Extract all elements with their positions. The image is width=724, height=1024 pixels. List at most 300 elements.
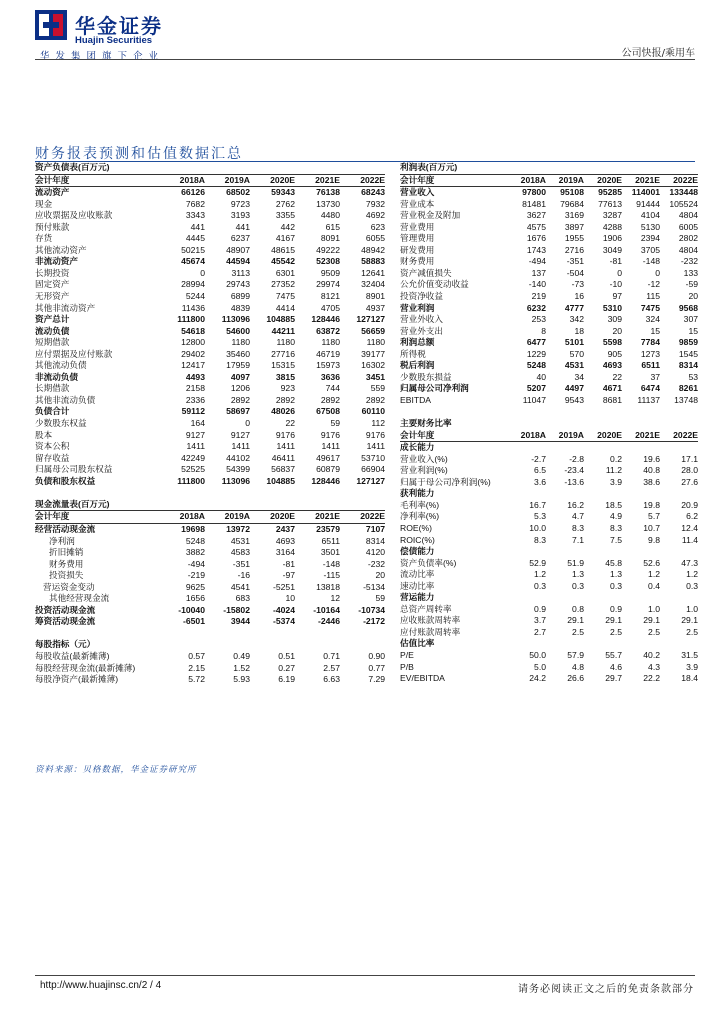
cell-value: 4120 [365, 547, 386, 558]
table-row [35, 187, 385, 199]
row-label: 营业收入 [400, 187, 435, 198]
row-label: 资产负债率(%) [400, 557, 457, 568]
cell-value: 1743 [526, 244, 546, 255]
cell-value: 6237 [230, 233, 250, 244]
cell-value: 3882 [185, 547, 205, 558]
table-row [35, 593, 385, 605]
row-label: 所得税 [400, 348, 426, 359]
cell-value: 1906 [602, 233, 622, 244]
cell-value: 0.49 [233, 650, 250, 661]
cell-value: 0.27 [278, 662, 295, 673]
row-label: 营业费用 [400, 221, 435, 232]
row-label: 非流动负债 [35, 371, 78, 382]
cell-value: 133 [683, 267, 699, 278]
cell-value: -10164 [313, 604, 340, 615]
cell-value: 6301 [275, 267, 295, 278]
cell-value: 4.3 [648, 661, 660, 672]
column-header-year: 2019A [546, 430, 584, 442]
cell-value: 623 [370, 221, 386, 232]
cell-value: -232 [367, 558, 386, 569]
table-row [35, 256, 385, 268]
table-row [35, 547, 385, 559]
cell-value: 4445 [185, 233, 205, 244]
cell-value: 4.8 [572, 661, 584, 672]
cell-value: -13.6 [564, 476, 584, 487]
table-row [400, 650, 698, 662]
per-share-table [35, 639, 385, 685]
cell-value [584, 546, 622, 558]
column-header-label: 会计年度 [35, 511, 160, 524]
cell-value [660, 546, 698, 558]
column-header-year: 2018A [508, 430, 546, 442]
cell-value: 9859 [678, 337, 699, 348]
cell-value: 1229 [526, 348, 546, 359]
table-title: 利润表(百万元) [400, 162, 698, 174]
cell-value: 37 [650, 371, 660, 382]
row-label: 营业外收入 [400, 314, 443, 325]
column-header-year: 2018A [508, 174, 546, 187]
cell-value: 32404 [361, 279, 386, 290]
footer-divider [35, 975, 695, 976]
row-label: 流动负债 [35, 325, 70, 336]
table-row [35, 605, 385, 617]
table-row [35, 233, 385, 245]
table-title: 主要财务比率 [400, 418, 452, 429]
cell-value: 9.8 [648, 534, 660, 545]
row-label: 营业利润 [400, 302, 435, 313]
table-row [35, 663, 385, 675]
column-header-year: 2018A [160, 174, 205, 187]
cell-value: 559 [370, 383, 386, 394]
cell-value: 6511 [321, 535, 340, 546]
cell-value: -115 [323, 570, 340, 581]
table-row [400, 268, 698, 280]
table-row [400, 592, 698, 604]
cell-value: 6.5 [534, 465, 546, 476]
cell-value: -504 [566, 267, 584, 278]
cell-value: 3501 [320, 547, 340, 558]
cell-value: 45674 [181, 256, 205, 267]
table-header-row [35, 511, 385, 524]
cell-value: 22 [285, 418, 295, 429]
table-row [35, 476, 385, 488]
cell-value: 4097 [230, 371, 250, 382]
cell-value: 3627 [526, 210, 546, 221]
cell-value: 23579 [316, 523, 340, 534]
cell-value: 4497 [564, 383, 584, 394]
cell-value: 7784 [640, 337, 660, 348]
row-label: 长期投资 [35, 267, 70, 278]
cell-value: 615 [325, 221, 340, 232]
cell-value: 18 [574, 325, 584, 336]
table-title: 每股指标（元） [35, 639, 96, 650]
cell-value: 11.4 [681, 534, 699, 545]
row-label: 归属于母公司净利润(%) [400, 476, 491, 487]
cell-value: 113096 [221, 475, 250, 486]
cell-value: 60110 [361, 406, 386, 417]
row-label: 每股收益(最新摊薄) [35, 650, 110, 661]
cell-value: 45.8 [605, 557, 622, 568]
cell-value: -2172 [363, 616, 386, 627]
cell-value: 1656 [185, 593, 205, 604]
cell-value: -5134 [363, 581, 386, 592]
cell-value: 111800 [177, 314, 205, 325]
cell-value: 3.7 [534, 615, 546, 626]
cell-value: 9176 [365, 429, 386, 440]
cell-value: 1676 [526, 233, 546, 244]
cell-value: -6501 [183, 616, 205, 627]
cell-value: 59 [375, 593, 386, 604]
cell-value: 4693 [275, 535, 295, 546]
cell-value [660, 442, 698, 454]
income-statement-table [400, 162, 698, 418]
cell-value: 2892 [365, 394, 386, 405]
cell-value: 29.1 [681, 615, 699, 626]
row-label: 筹资活动现金流 [35, 616, 96, 627]
table-row [400, 454, 698, 466]
cell-value: 6055 [365, 233, 386, 244]
cell-value: 2892 [320, 394, 340, 405]
cell-value: 4692 [365, 210, 386, 221]
spacer-row [35, 487, 385, 499]
cell-value: 48907 [226, 244, 250, 255]
cell-value: 5.3 [534, 511, 546, 522]
cell-value: 5207 [526, 383, 546, 394]
cell-value: 91444 [636, 198, 660, 209]
cell-value: 3897 [564, 221, 584, 232]
spacer-row [35, 628, 385, 640]
cell-value: 31.5 [681, 649, 699, 660]
cell-value: 164 [190, 418, 205, 429]
cell-value: 5130 [640, 221, 660, 232]
table-row [400, 488, 698, 500]
cell-value: 81481 [522, 198, 546, 209]
cell-value: 128446 [311, 314, 340, 325]
table-row [400, 360, 698, 372]
cell-value [584, 638, 622, 650]
cell-value: 35460 [226, 348, 250, 359]
cell-value: 48026 [271, 406, 295, 417]
table-row [400, 581, 698, 593]
cell-value: 441 [190, 221, 205, 232]
row-label: 营业收入(%) [400, 453, 448, 464]
row-label: 管理费用 [400, 233, 435, 244]
cell-value: 1180 [231, 337, 250, 348]
cell-value: 570 [569, 348, 584, 359]
cell-value: 22.2 [643, 673, 660, 684]
page-header [35, 8, 695, 60]
row-label: 归属母公司净利润 [400, 383, 469, 394]
cell-value: 9509 [320, 267, 340, 278]
cell-value: 115 [646, 291, 660, 302]
cell-value: 59112 [181, 406, 205, 417]
row-label: 营运能力 [400, 592, 435, 603]
table-row [400, 210, 698, 222]
cell-value: 0.9 [534, 603, 546, 614]
table-row [400, 569, 698, 581]
cell-value: -10040 [178, 604, 205, 615]
table-row [400, 638, 698, 650]
right-column [400, 162, 698, 685]
cell-value: 4.7 [572, 511, 584, 522]
cell-value: 17.1 [681, 453, 699, 464]
row-label: 资本公积 [35, 441, 70, 452]
row-label: P/B [400, 661, 414, 672]
cell-value: 49222 [316, 244, 340, 255]
cell-value: 3355 [275, 210, 295, 221]
cell-value: 1.2 [686, 569, 699, 580]
cell-value: 127127 [356, 475, 386, 486]
cell-value: 54399 [226, 464, 250, 475]
row-label: 应收账款周转率 [400, 615, 461, 626]
row-label: 每股经营现金流(最新摊薄) [35, 662, 136, 673]
cell-value: 4167 [275, 233, 295, 244]
cell-value: 342 [569, 314, 584, 325]
cell-value: 0.90 [368, 650, 386, 661]
cell-value: 9127 [230, 429, 250, 440]
cell-value: 8261 [678, 383, 699, 394]
cell-value: -351 [566, 256, 584, 267]
cell-value: 5244 [185, 291, 205, 302]
cell-value: 307 [683, 314, 699, 325]
cell-value: 1180 [276, 337, 295, 348]
row-label: 净利润 [49, 535, 75, 546]
table-row [400, 615, 698, 627]
cell-value: 10.7 [643, 522, 660, 533]
table-row [35, 210, 385, 222]
cell-value: 22 [612, 371, 622, 382]
cell-value: -140 [528, 279, 546, 290]
cell-value: 6.63 [323, 674, 340, 685]
cell-value: 442 [280, 221, 295, 232]
cell-value: 29974 [316, 279, 340, 290]
cell-value: 3164 [275, 547, 295, 558]
cell-value: 16.7 [529, 499, 546, 510]
cell-value: 51.9 [567, 557, 584, 568]
cell-value: 44594 [226, 256, 250, 267]
footer-url-page: http://www.huajinsc.cn/2 / 4 [40, 980, 162, 991]
cell-value: 0.3 [572, 580, 584, 591]
cell-value: 6511 [641, 360, 660, 371]
cell-value: 2.5 [610, 626, 622, 637]
table-row [400, 187, 698, 199]
row-label: 获利能力 [400, 488, 435, 499]
table-row [35, 268, 385, 280]
table-row [35, 536, 385, 548]
cell-value: 0.77 [368, 662, 386, 673]
cell-value: -59 [685, 279, 699, 290]
cell-value [508, 546, 546, 558]
cell-value: 8314 [678, 360, 699, 371]
cell-value: 49617 [316, 452, 340, 463]
row-label: 长期借款 [35, 383, 70, 394]
cell-value: 5.72 [188, 674, 205, 685]
cell-value: -12 [647, 279, 660, 290]
cell-value: 12800 [181, 337, 205, 348]
table-row [400, 477, 698, 489]
cell-value [546, 488, 584, 500]
table-row [35, 199, 385, 211]
row-label: 营业外支出 [400, 325, 443, 336]
table-row [400, 303, 698, 315]
row-label: 存货 [35, 233, 53, 244]
table-row [35, 674, 385, 686]
cell-value: 48615 [271, 244, 295, 255]
spacer-cell [35, 487, 385, 499]
cell-value: 6474 [640, 383, 660, 394]
cell-value [584, 592, 622, 604]
table-row [35, 337, 385, 349]
cell-value: -494 [528, 256, 546, 267]
cell-value: 128446 [311, 475, 340, 486]
row-label: 流动比率 [400, 569, 435, 580]
cell-value: 52.6 [643, 557, 660, 568]
row-label: 短期借款 [35, 337, 70, 348]
cell-value: 2158 [185, 383, 205, 394]
row-label: 营业利润(%) [400, 465, 448, 476]
cell-value: 19.6 [643, 453, 660, 464]
cell-value: 5101 [564, 337, 584, 348]
table-title-row [35, 639, 385, 651]
cell-value: 16302 [361, 360, 386, 371]
cell-value: 13972 [226, 523, 250, 534]
cell-value: 47.3 [681, 557, 699, 568]
cell-value: 6005 [678, 221, 699, 232]
row-label: EV/EBITDA [400, 673, 445, 684]
row-label: 每股净资产(最新摊薄) [35, 674, 119, 685]
cell-value: -494 [187, 558, 205, 569]
column-header-year: 2019A [205, 511, 250, 524]
cell-value: 0 [200, 267, 205, 278]
cell-value: 4531 [564, 360, 584, 371]
cell-value: 4693 [602, 360, 622, 371]
row-label: 投资活动现金流 [35, 604, 96, 615]
cell-value: 27352 [271, 279, 295, 290]
cell-value: 1180 [321, 337, 340, 348]
cell-value: 26.6 [567, 673, 584, 684]
cell-value: 7.29 [368, 674, 386, 685]
row-label: 投资损失 [49, 570, 84, 581]
table-title-row [400, 418, 698, 430]
cell-value: 29.1 [567, 615, 584, 626]
cell-value: 4288 [602, 221, 622, 232]
table-row [35, 395, 385, 407]
row-label: 负债合计 [35, 406, 70, 417]
cell-value [622, 488, 660, 500]
left-column [35, 162, 385, 686]
cell-value: 12641 [361, 267, 386, 278]
cell-value: 2336 [185, 394, 205, 405]
cell-value: 7932 [365, 198, 386, 209]
table-title-row [400, 162, 698, 174]
cell-value: 137 [531, 267, 546, 278]
row-label: 无形资产 [35, 291, 70, 302]
table-title: 资产负债表(百万元) [35, 162, 385, 174]
table-row [400, 523, 698, 535]
cell-value: 4937 [365, 302, 386, 313]
table-row [35, 245, 385, 257]
cell-value: 1411 [231, 441, 250, 452]
company-slogan: 华发集团旗下企业 [40, 51, 165, 62]
cell-value: 6.2 [686, 511, 699, 522]
table-row [400, 245, 698, 257]
cell-value: 441 [235, 221, 250, 232]
cell-value: 48942 [361, 244, 386, 255]
cell-value: 28.0 [681, 465, 699, 476]
cell-value: 1545 [678, 348, 699, 359]
table-title-row [35, 162, 385, 174]
cell-value: 11436 [181, 302, 205, 313]
cell-value [622, 442, 660, 454]
row-label: ROIC(%) [400, 534, 435, 545]
section-title: 财务报表预测和估值数据汇总 [35, 146, 243, 162]
table-title: 现金流量表(百万元) [35, 499, 385, 511]
cell-value: 11137 [637, 394, 660, 405]
cell-value: 905 [607, 348, 622, 359]
cell-value: 40 [536, 371, 546, 382]
cell-value: 56659 [361, 325, 386, 336]
cell-value: 3705 [640, 244, 660, 255]
cell-value: 8681 [602, 394, 622, 405]
table-row [400, 326, 698, 338]
cell-value: 12417 [181, 360, 205, 371]
cell-value: 0.4 [648, 580, 660, 591]
cell-value [508, 442, 546, 454]
table-row [400, 279, 698, 291]
row-label: 归属母公司股东权益 [35, 464, 113, 475]
cell-value: 3049 [602, 244, 622, 255]
cell-value: 53 [688, 371, 699, 382]
cell-value: 2394 [640, 233, 660, 244]
cell-value: 8091 [320, 233, 340, 244]
cell-value: 20 [612, 325, 622, 336]
cell-value: 15973 [316, 360, 340, 371]
cell-value: 105524 [669, 198, 699, 209]
table-row [35, 383, 385, 395]
cell-value: 683 [235, 593, 250, 604]
cell-value: 3451 [365, 371, 386, 382]
row-label: 偿债能力 [400, 546, 435, 557]
cell-value: 57.9 [567, 649, 584, 660]
cell-value: 5.7 [648, 511, 660, 522]
cell-value: 4541 [230, 581, 250, 592]
cell-value: 1.3 [610, 569, 622, 580]
cell-value: -73 [571, 279, 584, 290]
cell-value: 76138 [316, 187, 340, 198]
cell-value: -2.8 [569, 453, 584, 464]
table-row [35, 418, 385, 430]
cell-value: 15 [650, 325, 660, 336]
row-label: 税后利润 [400, 360, 435, 371]
cell-value: 18.5 [605, 499, 622, 510]
cell-value: -148 [642, 256, 660, 267]
row-label: 财务费用 [400, 256, 435, 267]
table-row [400, 349, 698, 361]
cell-value: 1273 [640, 348, 660, 359]
cell-value: 95108 [560, 187, 584, 198]
cell-value: 9176 [320, 429, 340, 440]
table-row [35, 523, 385, 535]
cell-value: 104885 [266, 314, 295, 325]
cell-value: 29402 [181, 348, 205, 359]
cell-value: 59343 [271, 187, 295, 198]
row-label: 总资产周转率 [400, 603, 452, 614]
cell-value: 4.6 [610, 661, 622, 672]
cell-value: 0 [617, 267, 622, 278]
cell-value: 1206 [230, 383, 250, 394]
cell-value: 3193 [230, 210, 250, 221]
cell-value: 2892 [275, 394, 295, 405]
